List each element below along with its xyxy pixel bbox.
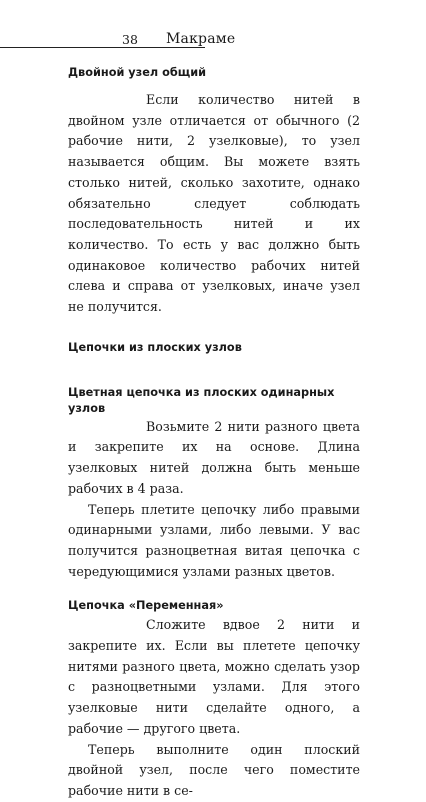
page-content	[68, 64, 360, 802]
paragraph: Сложите вдвое 2 нити и закрепите их. Если вы плетете цепочку нитями разного цвета, можно сделать узор с разноцветными узлами. Для этого узелковые нити сделайте одного, а рабочие — другого цвета.	[68, 617, 360, 736]
page-number: 38	[122, 32, 138, 47]
section-heading-flat-knot-chains: Цепочки из плоских узлов	[68, 340, 242, 354]
paragraph: Возьмите 2 нити разного цвета и закрепите их на основе. Длина узелковых нитей должна быть меньше рабочих в 4 раза.	[68, 418, 360, 496]
running-head	[0, 30, 426, 52]
book-title: Макраме	[166, 31, 236, 47]
section-heading-double-knot: Двойной узел общий	[68, 66, 207, 79]
subsection-heading-color-chain: Цветная цепочка из плоских одинарных узлов	[68, 385, 335, 415]
paragraph: Если количество нитей в двойном узле отличается от обычного (2 рабочие нити, 2 узелковые), то узел называется общим. Вы можете взять столько нитей, сколько захотите, однако обязательно следует соблюдать последовательность нитей и их количество. То есть у вас должно быть одинаковое количество рабочих нитей слева и справа от узелковых, иначе узел не получится.	[68, 92, 360, 315]
subsection-heading-variable-chain: Цепочка «Переменная»	[68, 599, 224, 613]
paragraph: Теперь выполните один плоский двойной узел, после чего поместите рабочие нити в се-	[68, 741, 360, 798]
header-rule	[0, 47, 205, 48]
paragraph: Теперь плетите цепочку либо правыми одинарными узлами, либо левыми. У вас получится разноцветная витая цепочка с чередующимися узлами разных цветов.	[68, 501, 360, 579]
